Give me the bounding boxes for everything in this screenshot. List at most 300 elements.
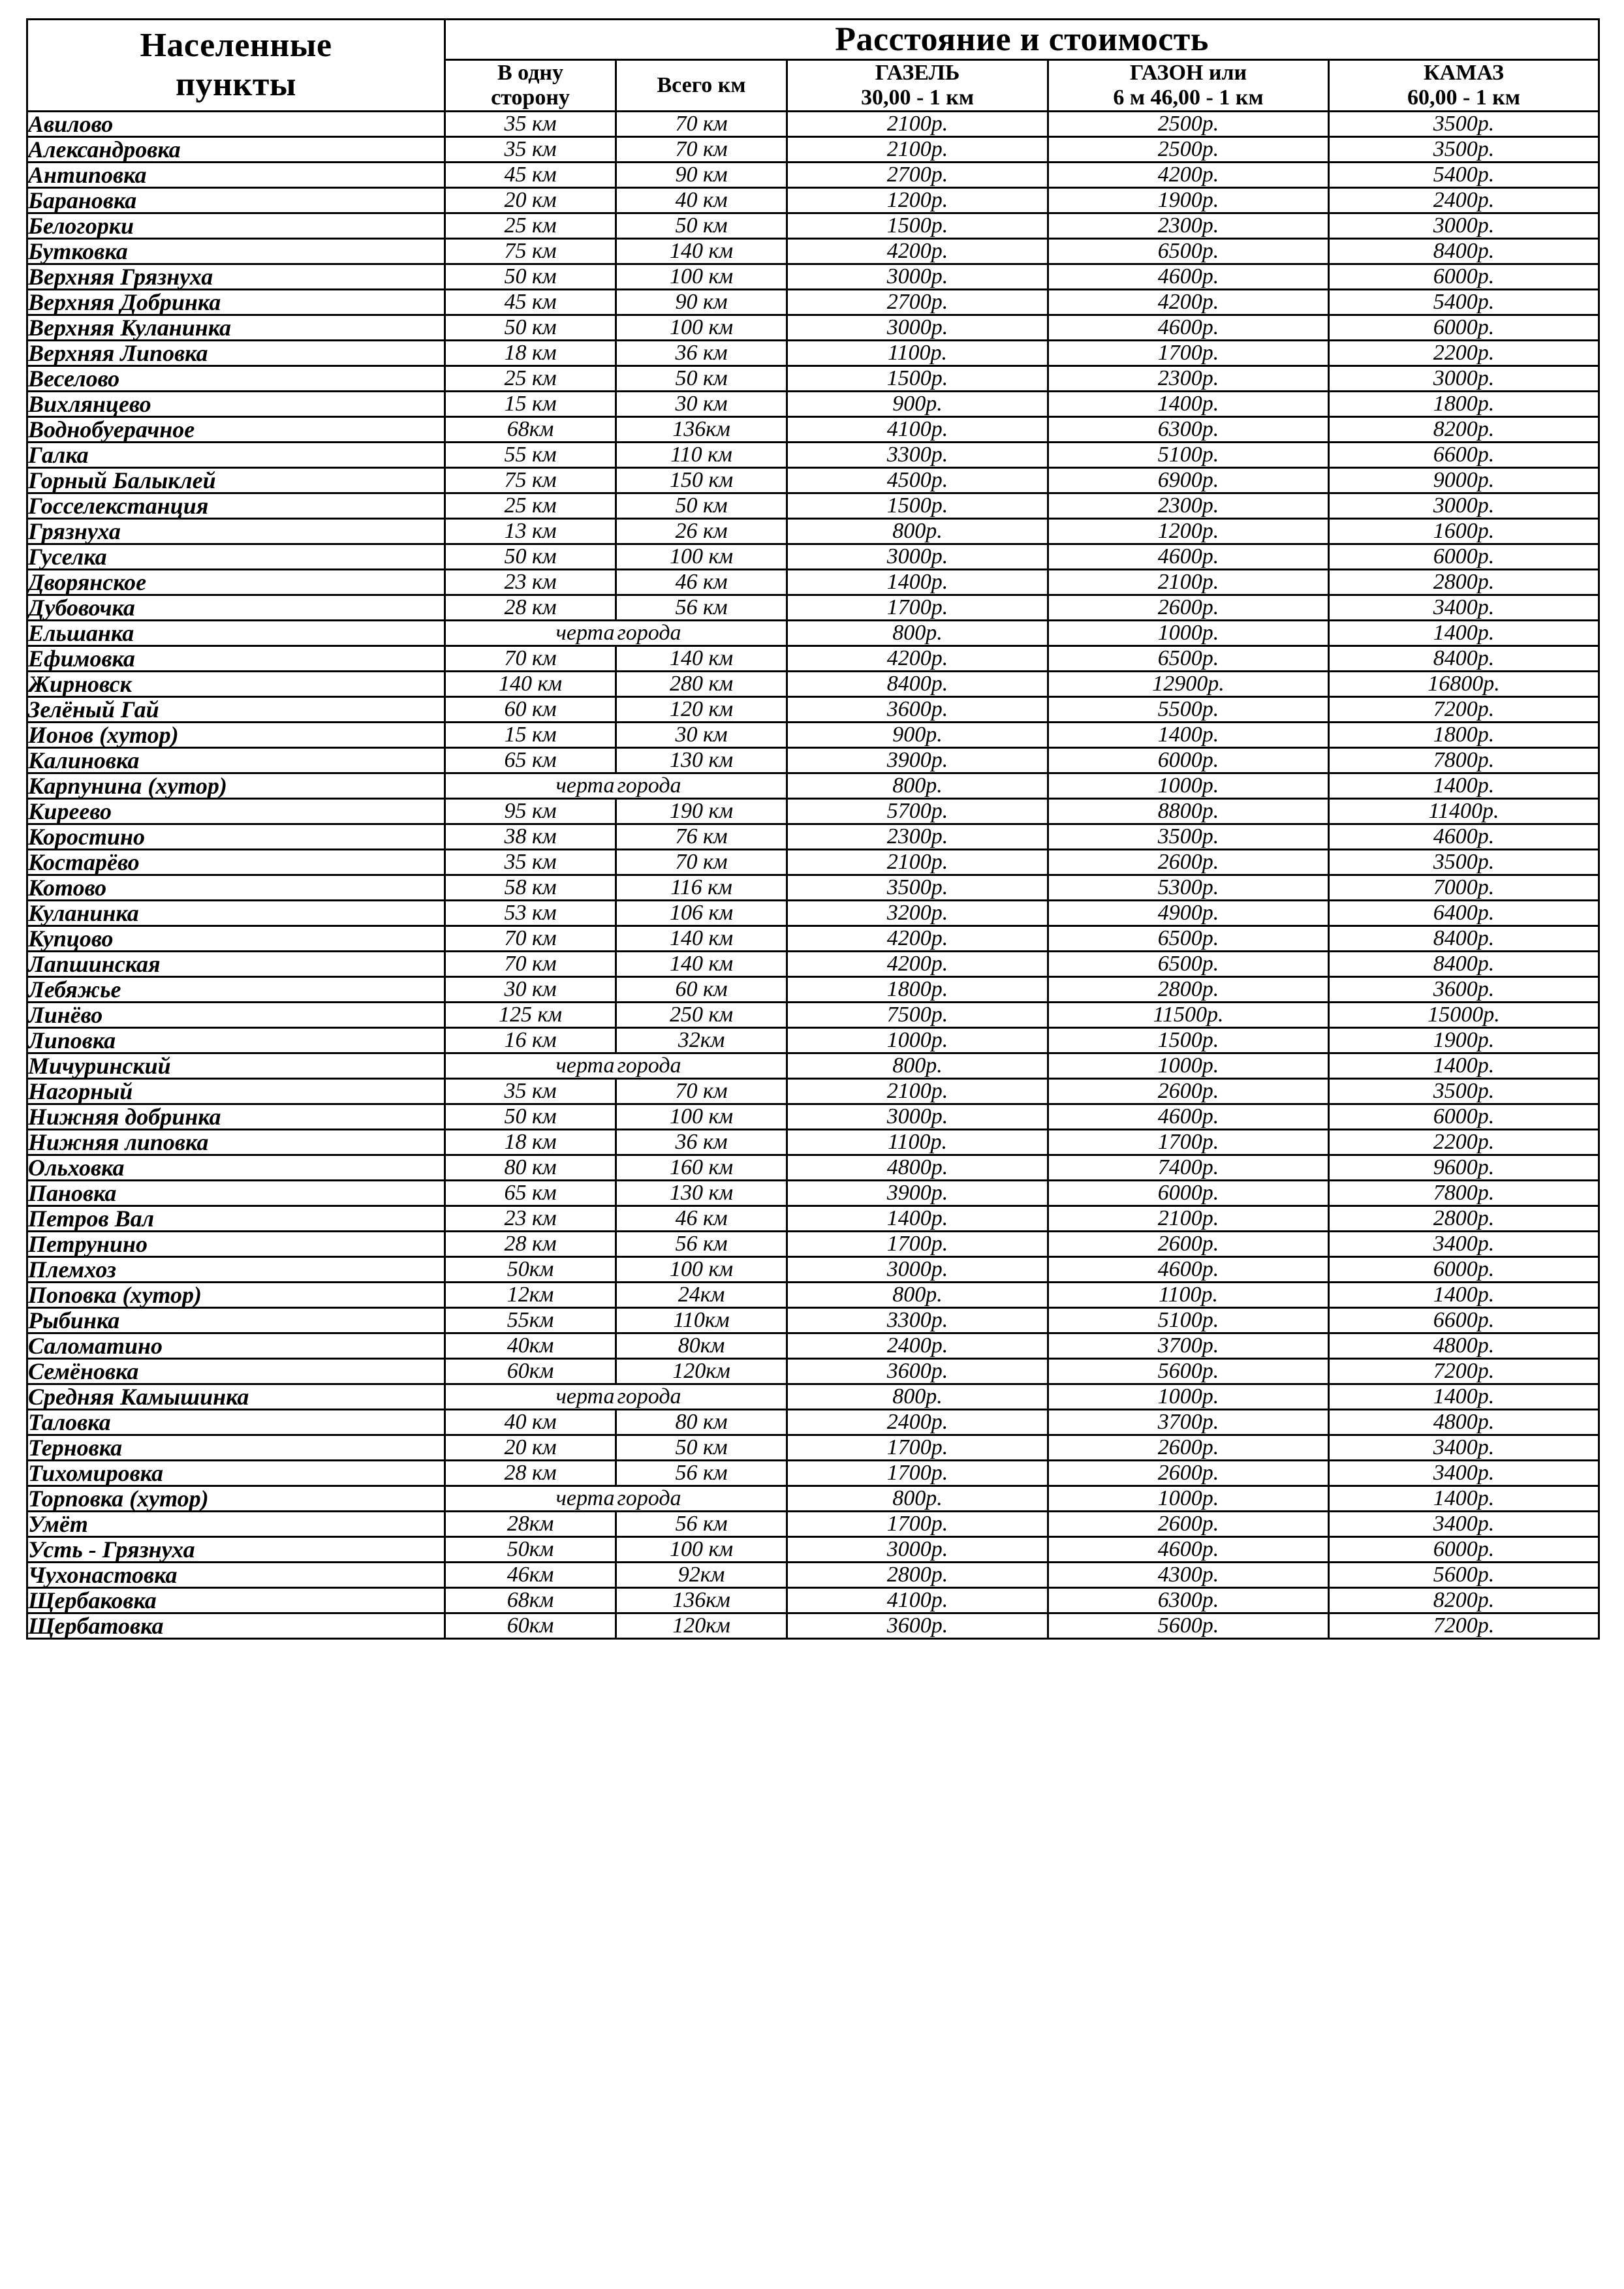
cell-gazon-price: 1000р. (1048, 1053, 1329, 1079)
cell-total-km: 60 км (616, 977, 787, 1003)
cell-gazon-price: 1400р. (1048, 392, 1329, 417)
cell-gazon-price: 5600р. (1048, 1613, 1329, 1639)
cell-gazel-price: 4200р. (787, 646, 1048, 672)
cell-gazon-price: 4600р. (1048, 1257, 1329, 1283)
cell-gazel-price: 4500р. (787, 468, 1048, 493)
cell-one-way: 45 км (445, 163, 616, 188)
cell-gazon-price: 3700р. (1048, 1333, 1329, 1359)
cell-city-limit (445, 773, 787, 799)
cell-kamaz-price: 1400р. (1329, 773, 1599, 799)
cell-gazel-price: 3000р. (787, 1257, 1048, 1283)
table-row (27, 1181, 1599, 1206)
table-row (27, 417, 1599, 443)
cell-total-km: 136км (616, 1588, 787, 1613)
cell-gazel-price: 1500р. (787, 493, 1048, 519)
cell-kamaz-price: 2200р. (1329, 341, 1599, 366)
cell-total-km: 190 км (616, 799, 787, 824)
cell-one-way: 46км (445, 1563, 616, 1588)
cell-gazel-price: 3300р. (787, 1308, 1048, 1333)
cell-gazon-price: 6500р. (1048, 952, 1329, 977)
cell-gazon-price: 5500р. (1048, 697, 1329, 723)
cell-gazon-price: 2600р. (1048, 595, 1329, 621)
cell-total-km: 130 км (616, 1181, 787, 1206)
cell-place: Ольховка (27, 1155, 445, 1181)
cell-total-km: 30 км (616, 723, 787, 748)
header-total-km: Всего км (616, 60, 787, 112)
cell-gazel-price: 3000р. (787, 544, 1048, 570)
table-row (27, 1486, 1599, 1512)
cell-total-km: 150 км (616, 468, 787, 493)
cell-total-km: 90 км (616, 163, 787, 188)
table-row (27, 112, 1599, 137)
table-row (27, 443, 1599, 468)
cell-place: Карпунина (хутор) (27, 773, 445, 799)
cell-gazel-price: 3600р. (787, 1359, 1048, 1384)
cell-kamaz-price: 6600р. (1329, 443, 1599, 468)
cell-gazon-price: 3500р. (1048, 824, 1329, 850)
cell-kamaz-price: 1800р. (1329, 392, 1599, 417)
cell-gazon-price: 2500р. (1048, 137, 1329, 163)
cell-city-limit (445, 1384, 787, 1410)
cell-one-way: 18 км (445, 341, 616, 366)
cell-city-limit (445, 1486, 787, 1512)
table-row (27, 595, 1599, 621)
cell-gazel-price: 800р. (787, 1486, 1048, 1512)
cell-gazon-price: 5600р. (1048, 1359, 1329, 1384)
cell-gazon-price: 4600р. (1048, 315, 1329, 341)
cell-one-way: 70 км (445, 646, 616, 672)
cell-one-way: 25 км (445, 366, 616, 392)
cell-place: Мичуринский (27, 1053, 445, 1079)
cell-total-km: 120 км (616, 697, 787, 723)
cell-kamaz-price: 3400р. (1329, 1232, 1599, 1257)
cell-kamaz-price: 2800р. (1329, 1206, 1599, 1232)
cell-place: Купцово (27, 926, 445, 952)
cell-gazon-price: 2800р. (1048, 977, 1329, 1003)
cell-kamaz-price: 3600р. (1329, 977, 1599, 1003)
cell-gazel-price: 3000р. (787, 1104, 1048, 1130)
cell-place: Воднобуерачное (27, 417, 445, 443)
cell-place: Киреево (27, 799, 445, 824)
cell-place: Авилово (27, 112, 445, 137)
cell-one-way: 23 км (445, 570, 616, 595)
cell-kamaz-price: 3000р. (1329, 366, 1599, 392)
cell-one-way: 65 км (445, 748, 616, 773)
cell-gazel-price: 1700р. (787, 1232, 1048, 1257)
cell-kamaz-price: 3500р. (1329, 850, 1599, 875)
table-row (27, 315, 1599, 341)
cell-one-way: 95 км (445, 799, 616, 824)
cell-total-km: 140 км (616, 926, 787, 952)
table-row (27, 290, 1599, 315)
cell-gazon-price: 1900р. (1048, 188, 1329, 213)
cell-gazel-price: 2700р. (787, 163, 1048, 188)
cell-total-km: 36 км (616, 1130, 787, 1155)
header-kamaz (1329, 60, 1599, 112)
cell-total-km: 160 км (616, 1155, 787, 1181)
cell-place: Горный Балыклей (27, 468, 445, 493)
cell-gazel-price: 3000р. (787, 315, 1048, 341)
cell-kamaz-price: 16800р. (1329, 672, 1599, 697)
cell-gazel-price: 800р. (787, 519, 1048, 544)
cell-place: Вихлянцево (27, 392, 445, 417)
cell-place: Нижняя добринка (27, 1104, 445, 1130)
cell-place: Средняя Камышинка (27, 1384, 445, 1410)
cell-one-way: 50 км (445, 1104, 616, 1130)
cell-kamaz-price: 9000р. (1329, 468, 1599, 493)
cell-one-way: 15 км (445, 392, 616, 417)
table-row (27, 1537, 1599, 1563)
table-row (27, 1359, 1599, 1384)
table-row (27, 1155, 1599, 1181)
cell-gazel-price: 5700р. (787, 799, 1048, 824)
cell-gazel-price: 800р. (787, 1384, 1048, 1410)
cell-total-km: 30 км (616, 392, 787, 417)
cell-total-km: 56 км (616, 1461, 787, 1486)
cell-gazon-price: 6500р. (1048, 926, 1329, 952)
cell-total-km: 70 км (616, 1079, 787, 1104)
cell-total-km: 80км (616, 1333, 787, 1359)
cell-total-km: 50 км (616, 493, 787, 519)
cell-total-km: 50 км (616, 366, 787, 392)
cell-place: Лапшинская (27, 952, 445, 977)
cell-gazel-price: 800р. (787, 1283, 1048, 1308)
city-limit-left: черта (555, 773, 615, 798)
cell-kamaz-price: 3000р. (1329, 493, 1599, 519)
table-row (27, 672, 1599, 697)
cell-kamaz-price: 1600р. (1329, 519, 1599, 544)
cell-one-way: 23 км (445, 1206, 616, 1232)
table-row (27, 239, 1599, 264)
cell-total-km: 100 км (616, 264, 787, 290)
cell-gazel-price: 2100р. (787, 137, 1048, 163)
cell-place: Лебяжье (27, 977, 445, 1003)
cell-one-way: 70 км (445, 952, 616, 977)
cell-kamaz-price: 5400р. (1329, 290, 1599, 315)
cell-gazel-price: 2400р. (787, 1333, 1048, 1359)
cell-gazel-price: 900р. (787, 392, 1048, 417)
table-row (27, 1130, 1599, 1155)
cell-total-km: 106 км (616, 901, 787, 926)
table-row (27, 1461, 1599, 1486)
cell-total-km: 130 км (616, 748, 787, 773)
cell-gazel-price: 2300р. (787, 824, 1048, 850)
cell-place: Барановка (27, 188, 445, 213)
table-row (27, 1308, 1599, 1333)
table-row (27, 1588, 1599, 1613)
cell-place: Ефимовка (27, 646, 445, 672)
cell-place: Верхняя Куланинка (27, 315, 445, 341)
cell-gazel-price: 800р. (787, 1053, 1048, 1079)
cell-place: Гуселка (27, 544, 445, 570)
cell-kamaz-price: 3500р. (1329, 1079, 1599, 1104)
cell-place: Тихомировка (27, 1461, 445, 1486)
cell-one-way: 35 км (445, 1079, 616, 1104)
cell-kamaz-price: 3400р. (1329, 1461, 1599, 1486)
cell-total-km: 26 км (616, 519, 787, 544)
cell-gazel-price: 8400р. (787, 672, 1048, 697)
cell-place: Нижняя липовка (27, 1130, 445, 1155)
cell-one-way: 68км (445, 1588, 616, 1613)
header-gazel (787, 60, 1048, 112)
cell-total-km: 250 км (616, 1003, 787, 1028)
table-row (27, 1104, 1599, 1130)
cell-one-way: 68км (445, 417, 616, 443)
cell-one-way: 50 км (445, 544, 616, 570)
cell-gazel-price: 4200р. (787, 239, 1048, 264)
cell-total-km: 110км (616, 1308, 787, 1333)
cell-gazon-price: 4200р. (1048, 290, 1329, 315)
table-row (27, 1003, 1599, 1028)
cell-total-km: 280 км (616, 672, 787, 697)
cell-gazon-price: 6000р. (1048, 1181, 1329, 1206)
cell-gazon-price: 8800р. (1048, 799, 1329, 824)
cell-total-km: 36 км (616, 341, 787, 366)
cell-place: Госселекстанция (27, 493, 445, 519)
cell-gazon-price: 4900р. (1048, 901, 1329, 926)
cell-one-way: 53 км (445, 901, 616, 926)
cell-one-way: 50 км (445, 264, 616, 290)
cell-kamaz-price: 6000р. (1329, 264, 1599, 290)
table-row (27, 773, 1599, 799)
cell-kamaz-price: 6000р. (1329, 1104, 1599, 1130)
cell-place: Усть - Грязнуха (27, 1537, 445, 1563)
cell-kamaz-price: 4800р. (1329, 1410, 1599, 1435)
header-gazel-line2: 30,00 - 1 км (860, 86, 975, 110)
cell-place: Ельшанка (27, 621, 445, 646)
cell-gazon-price: 6900р. (1048, 468, 1329, 493)
cell-place: Антиповка (27, 163, 445, 188)
cell-gazel-price: 1500р. (787, 213, 1048, 239)
header-group-title: Расстояние и стоимость (445, 20, 1599, 60)
cell-kamaz-price: 5400р. (1329, 163, 1599, 188)
cell-place: Пановка (27, 1181, 445, 1206)
header-kamaz-line1: КАМАЗ (1424, 61, 1504, 85)
cell-gazon-price: 1100р. (1048, 1283, 1329, 1308)
header-one-way-line2: сторону (491, 86, 570, 110)
header-gazon-line2: 6 м 46,00 - 1 км (1113, 86, 1264, 110)
cell-total-km: 110 км (616, 443, 787, 468)
table-row (27, 1206, 1599, 1232)
cell-kamaz-price: 3400р. (1329, 1512, 1599, 1537)
table-row (27, 1384, 1599, 1410)
table-row (27, 1512, 1599, 1537)
cell-place: Поповка (хутор) (27, 1283, 445, 1308)
cell-total-km: 70 км (616, 850, 787, 875)
header-gazon-line1: ГАЗОН или (1129, 61, 1247, 85)
cell-total-km: 56 км (616, 1512, 787, 1537)
cell-gazel-price: 4100р. (787, 1588, 1048, 1613)
header-places-line1: Населенные (140, 27, 332, 65)
cell-one-way: 13 км (445, 519, 616, 544)
cell-place: Веселово (27, 366, 445, 392)
cell-gazon-price: 2100р. (1048, 570, 1329, 595)
cell-one-way: 35 км (445, 112, 616, 137)
table-row (27, 748, 1599, 773)
table-row (27, 621, 1599, 646)
cell-gazel-price: 3900р. (787, 748, 1048, 773)
cell-total-km: 100 км (616, 315, 787, 341)
cell-kamaz-price: 9600р. (1329, 1155, 1599, 1181)
cell-gazon-price: 4300р. (1048, 1563, 1329, 1588)
cell-one-way: 18 км (445, 1130, 616, 1155)
cell-gazel-price: 2100р. (787, 850, 1048, 875)
cell-kamaz-price: 8400р. (1329, 646, 1599, 672)
cell-one-way: 28 км (445, 1232, 616, 1257)
cell-gazon-price: 4600р. (1048, 544, 1329, 570)
cell-one-way: 65 км (445, 1181, 616, 1206)
cell-place: Куланинка (27, 901, 445, 926)
city-limit-right: города (617, 621, 681, 646)
table-row (27, 901, 1599, 926)
cell-place: Ионов (хутор) (27, 723, 445, 748)
cell-kamaz-price: 1400р. (1329, 1486, 1599, 1512)
header-row-top (27, 20, 1599, 60)
cell-one-way: 20 км (445, 188, 616, 213)
cell-kamaz-price: 6400р. (1329, 901, 1599, 926)
city-limit-left: черта (555, 1384, 615, 1409)
cell-gazel-price: 1700р. (787, 1435, 1048, 1461)
cell-place: Александровка (27, 137, 445, 163)
header-one-way-line1: В одну (497, 61, 563, 85)
header-gazel-line1: ГАЗЕЛЬ (875, 61, 960, 85)
cell-gazon-price: 2600р. (1048, 1232, 1329, 1257)
cell-total-km: 70 км (616, 137, 787, 163)
table-row (27, 1613, 1599, 1639)
cell-gazon-price: 6000р. (1048, 748, 1329, 773)
table-row (27, 544, 1599, 570)
cell-place: Щербатовка (27, 1613, 445, 1639)
cell-one-way: 50км (445, 1537, 616, 1563)
table-row (27, 468, 1599, 493)
cell-one-way: 70 км (445, 926, 616, 952)
cell-total-km: 90 км (616, 290, 787, 315)
cell-gazel-price: 2100р. (787, 112, 1048, 137)
cell-place: Котово (27, 875, 445, 901)
city-limit-right: города (617, 1053, 681, 1078)
table-row (27, 977, 1599, 1003)
table-row (27, 926, 1599, 952)
cell-place: Грязнуха (27, 519, 445, 544)
cell-place: Галка (27, 443, 445, 468)
table-row (27, 723, 1599, 748)
cell-place: Умёт (27, 1512, 445, 1537)
cell-kamaz-price: 2200р. (1329, 1130, 1599, 1155)
cell-gazon-price: 2500р. (1048, 112, 1329, 137)
cell-kamaz-price: 5600р. (1329, 1563, 1599, 1588)
cell-gazon-price: 1200р. (1048, 519, 1329, 544)
cell-gazel-price: 3600р. (787, 697, 1048, 723)
table-row (27, 188, 1599, 213)
cell-gazel-price: 4200р. (787, 952, 1048, 977)
header-gazon (1048, 60, 1329, 112)
cell-place: Коростино (27, 824, 445, 850)
cell-kamaz-price: 7000р. (1329, 875, 1599, 901)
cell-one-way: 45 км (445, 290, 616, 315)
cell-one-way: 55км (445, 1308, 616, 1333)
cell-total-km: 92км (616, 1563, 787, 1588)
cell-place: Дворянское (27, 570, 445, 595)
cell-gazon-price: 2600р. (1048, 1461, 1329, 1486)
cell-total-km: 50 км (616, 213, 787, 239)
cell-gazel-price: 1700р. (787, 595, 1048, 621)
cell-gazel-price: 1700р. (787, 1512, 1048, 1537)
cell-gazel-price: 2400р. (787, 1410, 1048, 1435)
cell-one-way: 12км (445, 1283, 616, 1308)
cell-place: Семёновка (27, 1359, 445, 1384)
cell-place: Зелёный Гай (27, 697, 445, 723)
cell-one-way: 75 км (445, 468, 616, 493)
cell-total-km: 120км (616, 1613, 787, 1639)
header-one-way (445, 60, 616, 112)
header-places-line2: пункты (175, 66, 297, 104)
cell-gazel-price: 1500р. (787, 366, 1048, 392)
table-row (27, 1053, 1599, 1079)
cell-total-km: 100 км (616, 1104, 787, 1130)
table-row (27, 1333, 1599, 1359)
cell-kamaz-price: 7800р. (1329, 1181, 1599, 1206)
cell-total-km: 116 км (616, 875, 787, 901)
cell-one-way: 60 км (445, 697, 616, 723)
cell-kamaz-price: 3400р. (1329, 595, 1599, 621)
cell-kamaz-price: 7800р. (1329, 748, 1599, 773)
cell-kamaz-price: 6000р. (1329, 544, 1599, 570)
table-row (27, 1410, 1599, 1435)
cell-gazon-price: 2300р. (1048, 213, 1329, 239)
cell-kamaz-price: 1800р. (1329, 723, 1599, 748)
table-row (27, 137, 1599, 163)
cell-gazon-price: 2100р. (1048, 1206, 1329, 1232)
table-row (27, 493, 1599, 519)
cell-one-way: 75 км (445, 239, 616, 264)
cell-gazel-price: 3000р. (787, 264, 1048, 290)
cell-gazon-price: 6500р. (1048, 239, 1329, 264)
city-limit-right: города (617, 773, 681, 798)
distance-price-table (26, 18, 1600, 1640)
cell-total-km: 50 км (616, 1435, 787, 1461)
table-row (27, 341, 1599, 366)
cell-gazon-price: 11500р. (1048, 1003, 1329, 1028)
cell-gazon-price: 6500р. (1048, 646, 1329, 672)
city-limit-left: черта (555, 1486, 615, 1511)
cell-one-way: 50км (445, 1257, 616, 1283)
cell-gazel-price: 3500р. (787, 875, 1048, 901)
cell-gazon-price: 2300р. (1048, 366, 1329, 392)
cell-total-km: 80 км (616, 1410, 787, 1435)
cell-kamaz-price: 8400р. (1329, 239, 1599, 264)
cell-gazel-price: 3200р. (787, 901, 1048, 926)
cell-place: Белогорки (27, 213, 445, 239)
cell-gazel-price: 3600р. (787, 1613, 1048, 1639)
cell-gazon-price: 7400р. (1048, 1155, 1329, 1181)
cell-gazon-price: 5100р. (1048, 1308, 1329, 1333)
cell-kamaz-price: 8400р. (1329, 926, 1599, 952)
table-row (27, 1028, 1599, 1053)
cell-one-way: 140 км (445, 672, 616, 697)
cell-gazel-price: 3000р. (787, 1537, 1048, 1563)
cell-gazon-price: 4200р. (1048, 163, 1329, 188)
table-row (27, 366, 1599, 392)
table-row (27, 1257, 1599, 1283)
cell-kamaz-price: 6000р. (1329, 1537, 1599, 1563)
cell-place: Липовка (27, 1028, 445, 1053)
table-row (27, 392, 1599, 417)
cell-total-km: 140 км (616, 646, 787, 672)
cell-place: Торповка (хутор) (27, 1486, 445, 1512)
cell-total-km: 100 км (616, 544, 787, 570)
table-row (27, 213, 1599, 239)
cell-place: Петрунино (27, 1232, 445, 1257)
